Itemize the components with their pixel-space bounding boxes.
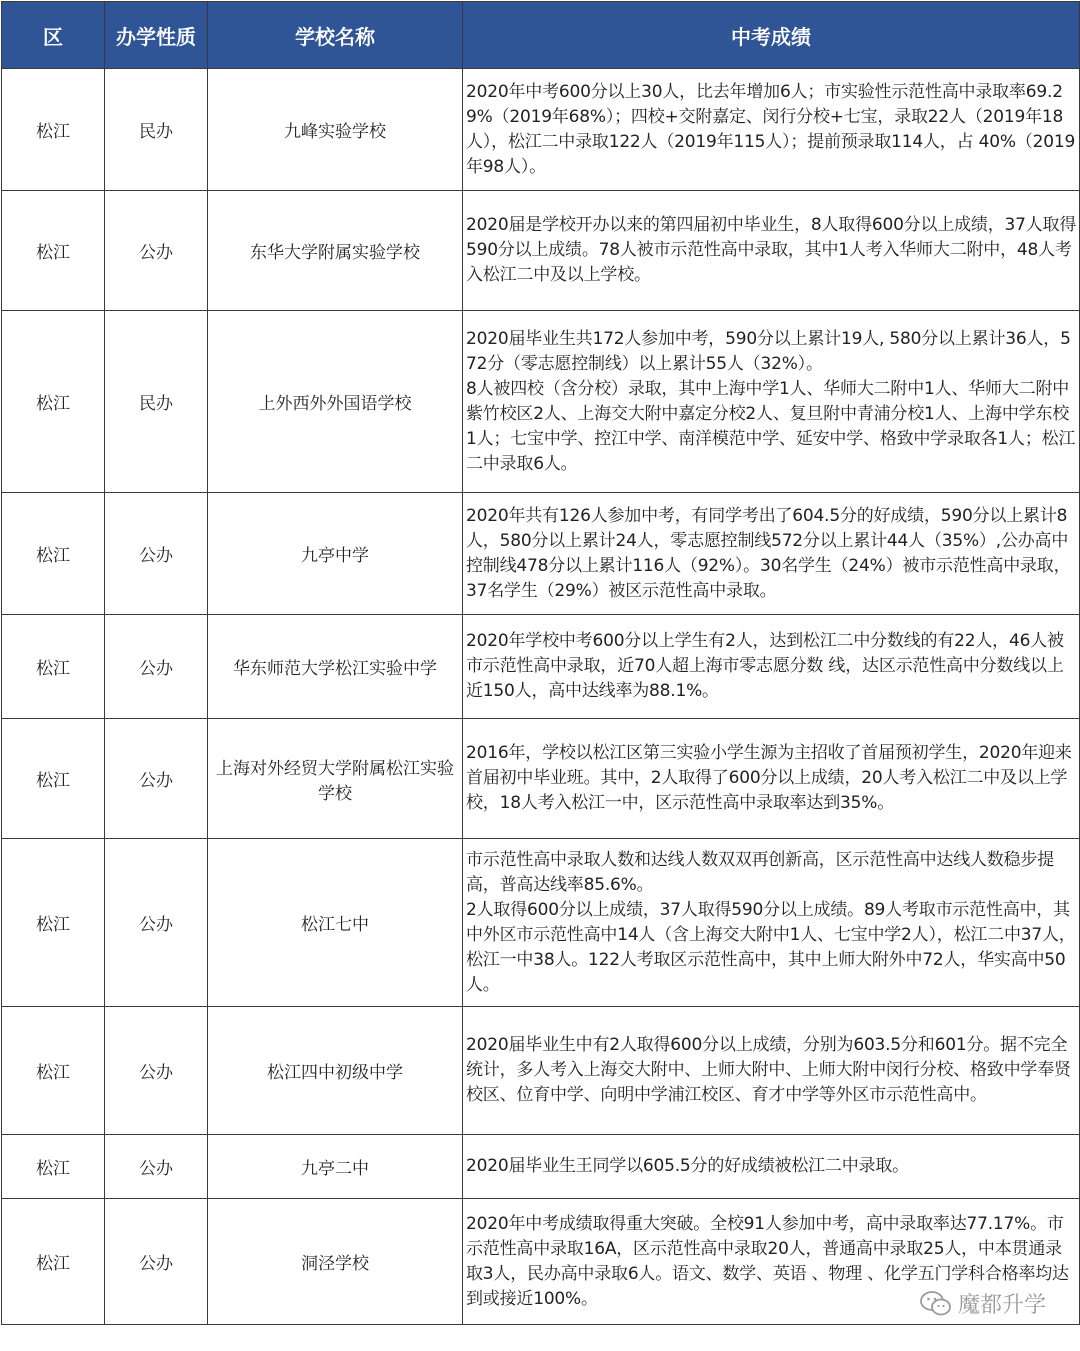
wechat-icon (920, 1290, 952, 1318)
school-cell: 华东师范大学松江实验中学 (208, 615, 463, 719)
district-cell: 松江 (2, 719, 105, 839)
header-school: 学校名称 (208, 2, 463, 69)
district-cell: 松江 (2, 839, 105, 1007)
result-cell (463, 839, 1080, 1007)
district-cell: 松江 (2, 1007, 105, 1135)
nature-cell: 民办 (105, 69, 208, 191)
watermark (920, 1288, 1046, 1319)
table-row (2, 615, 1080, 719)
table-row (2, 1135, 1080, 1199)
table-row (2, 311, 1080, 493)
school-cell: 九亭二中 (208, 1135, 463, 1199)
result-cell (463, 191, 1080, 311)
district-cell: 松江 (2, 493, 105, 615)
nature-cell: 公办 (105, 191, 208, 311)
nature-cell: 民办 (105, 311, 208, 493)
result-text: 2020届是学校开办以来的第四届初中毕业生，8人取得600分以上成绩，37人取得590分以上成绩。78人被市示范性高中录取，其中1人考入华师大二附中，48人考入松江二中及以上学校。 (466, 215, 1077, 285)
result-cell (463, 1007, 1080, 1135)
result-cell (463, 311, 1080, 493)
result-text: 市示范性高中录取人数和达线人数双双再创新高，区示范性高中达线人数稳步提高，普高达线率85.6%。 (466, 849, 1054, 895)
result-text: 2020届毕业生中有2人取得600分以上成绩，分别为603.5分和601分。据不完全统计，多人考入上海交大附中、上师大附中、上师大附中闵行分校、格致中学奉贤校区、位育中学、向明中学浦江校区、育才中学等外区市示范性高中。 (466, 1035, 1071, 1105)
nature-cell: 公办 (105, 719, 208, 839)
school-results-table (1, 1, 1080, 1325)
school-cell: 松江四中初级中学 (208, 1007, 463, 1135)
school-cell: 九亭中学 (208, 493, 463, 615)
result-text: 2020年中考600分以上30人，比去年增加6人；市实验性示范性高中录取率69.29%（2019年68%）；四校+交附嘉定、闵行分校+七宝，录取22人（2019年18人），松江二中录取122人（2019年115人）；提前预录取114人，占 40%（2019年98人）。 (466, 81, 1076, 177)
nature-cell: 公办 (105, 615, 208, 719)
result-cell (463, 615, 1080, 719)
result-text: 2020年共有126人参加中考，有同学考出了604.5分的好成绩，590分以上累计8人，580分以上累计24人，零志愿控制线572分以上累计44人（35%）,公办高中控制线478分以上累计116人（92%）。30名学生（24%）被市示范性高中录取，37名学生（29%）被区示范性高中录取。 (466, 505, 1071, 601)
school-cell: 上海对外经贸大学附属松江实验学校 (208, 719, 463, 839)
result-text: 2020届毕业生王同学以605.5分的好成绩被松江二中录取。 (466, 1156, 909, 1176)
district-cell: 松江 (2, 69, 105, 191)
table-row (2, 719, 1080, 839)
header-row (2, 2, 1080, 69)
header-result: 中考成绩 (463, 2, 1080, 69)
result-text: 2016年，学校以松江区第三实验小学生源为主招收了首届预初学生，2020年迎来首届初中毕业班。其中，2人取得了600分以上成绩，20人考入松江二中及以上学校，18人考入松江一中，区示范性高中录取率达到35%。 (466, 743, 1072, 813)
result-text: 2020年中考成绩取得重大突破。全校91人参加中考，高中录取率达77.17%。市示范性高中录取16A，区示范性高中录取20人，普通高中录取25人，中本贯通录取3人，民办高中录取6人。语文、数学、英语 、物理 、化学五门学科合格率均达到或接近100%。 (466, 1213, 1069, 1309)
district-cell: 松江 (2, 615, 105, 719)
nature-cell: 公办 (105, 1007, 208, 1135)
result-cell (463, 493, 1080, 615)
result-text: 2020年学校中考600分以上学生有2人，达到松江二中分数线的有22人，46人被市示范性高中录取，近70人超上海市零志愿分数 线，达区示范性高中分数线以上近150人，高中达线率为88.1%。 (466, 631, 1064, 701)
district-cell: 松江 (2, 1199, 105, 1325)
result-text: 2020届毕业生共172人参加中考，590分以上累计19人, 580分以上累计36人，572分（零志愿控制线）以上累计55人（32%）。 (466, 328, 1071, 374)
header-nature: 办学性质 (105, 2, 208, 69)
school-cell: 松江七中 (208, 839, 463, 1007)
header-district: 区 (2, 2, 105, 69)
result-cell (463, 69, 1080, 191)
nature-cell: 公办 (105, 839, 208, 1007)
result-cell (463, 1135, 1080, 1199)
table-row (2, 69, 1080, 191)
district-cell: 松江 (2, 1135, 105, 1199)
table-row (2, 1007, 1080, 1135)
result-cell (463, 719, 1080, 839)
school-cell: 上外西外外国语学校 (208, 311, 463, 493)
result-text: 2人取得600分以上成绩，37人取得590分以上成绩。89人考取市示范性高中，其中外区市示范性高中14人（含上海交大附中1人、七宝中学2人），松江二中37人，松江一中38人。122人考取区示范性高中，其中上师大附外中72人，华实高中50人。 (466, 899, 1076, 995)
school-cell: 洞泾学校 (208, 1199, 463, 1325)
nature-cell: 公办 (105, 493, 208, 615)
school-cell: 东华大学附属实验学校 (208, 191, 463, 311)
table-row (2, 839, 1080, 1007)
table-row (2, 493, 1080, 615)
school-cell: 九峰实验学校 (208, 69, 463, 191)
nature-cell: 公办 (105, 1135, 208, 1199)
table-row (2, 191, 1080, 311)
table-row (2, 1199, 1080, 1325)
nature-cell: 公办 (105, 1199, 208, 1325)
district-cell: 松江 (2, 311, 105, 493)
result-text: 8人被四校（含分校）录取，其中上海中学1人、华师大二附中1人、华师大二附中紫竹校区2人、上海交大附中嘉定分校2人、复旦附中青浦分校1人、上海中学东校1人；七宝中学、控江中学、南洋模范中学、延安中学、格致中学录取各1人；松江二中录取6人。 (466, 378, 1076, 474)
watermark-text: 魔都升学 (957, 1293, 1046, 1318)
district-cell: 松江 (2, 191, 105, 311)
